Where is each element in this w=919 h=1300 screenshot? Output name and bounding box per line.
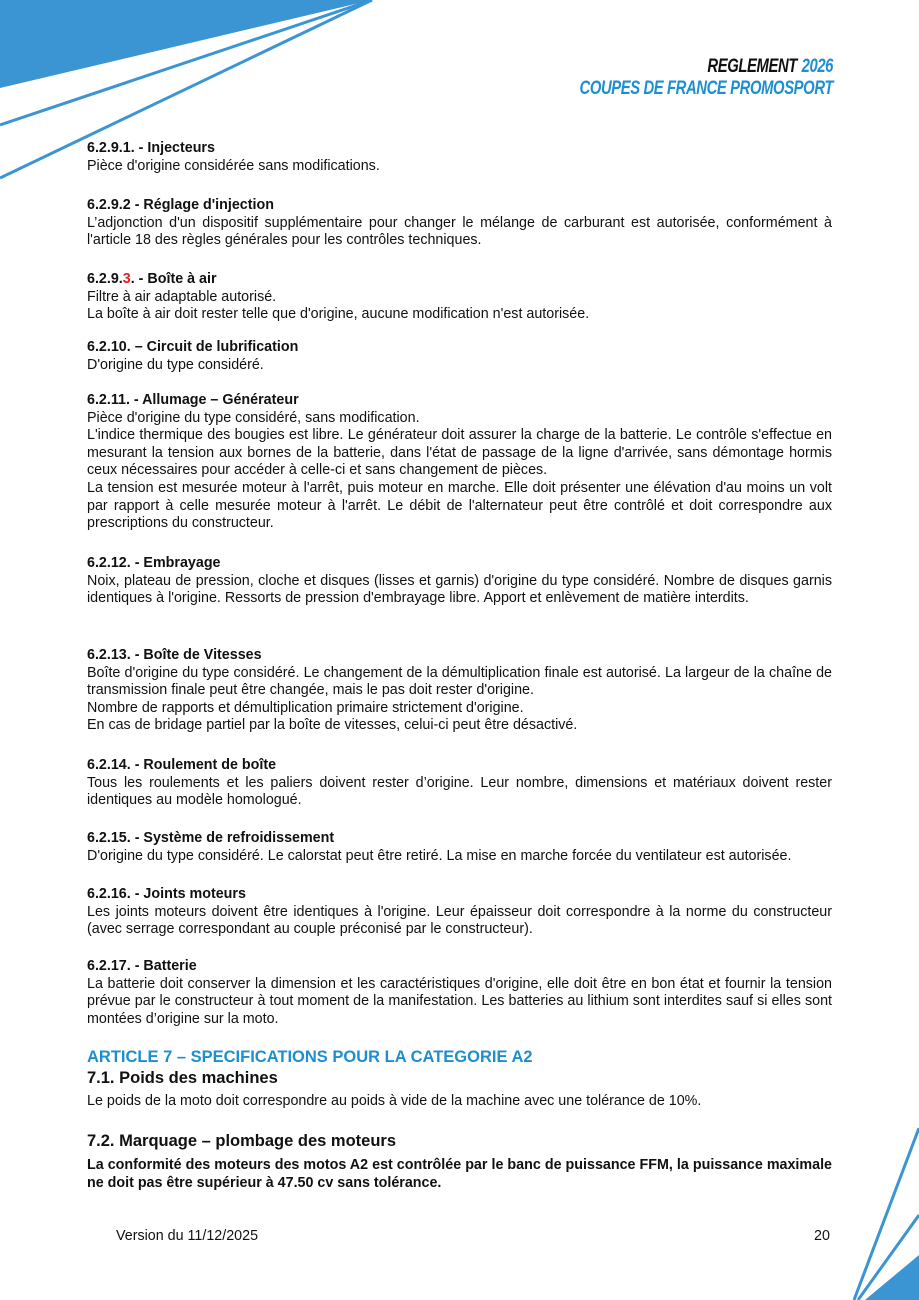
- paragraph: La boîte à air doit rester telle que d'origine, aucune modification n'est autorisée.: [87, 306, 590, 323]
- section-7-2-title: 7.2. Marquage – plombage des moteurs: [87, 1132, 397, 1150]
- section-7-2: [87, 1157, 832, 1192]
- section-heading: 6.2.15. - Système de refroidissement: [87, 830, 335, 846]
- section-6-2-17: [87, 958, 832, 1028]
- section-6-2-12: [87, 555, 832, 608]
- paragraph: Pièce d'origine du type considéré, sans modification.: [87, 409, 420, 426]
- paragraph: L'indice thermique des bougies est libre. Le générateur doit assurer la charge de la batterie. Le contrôle s'effectue en mesurant la tension aux bornes de la batterie, dans l'état de passage de la ligne d'arrivée, sans démontage hormis ceux nécessaires pour accéder à celle-ci et sans changement de pièces.: [87, 427, 832, 479]
- paragraph: La tension est mesurée moteur à l'arrêt, puis moteur en marche. Elle doit présenter une élévation d'au moins un volt par rapport à celle mesurée moteur à l'arrêt. Le débit de l'alternateur peut être contrôlé et doit correspondre aux prescriptions du constructeur.: [87, 479, 832, 532]
- section-6-2-16: [87, 886, 832, 939]
- section-heading: 6.2.9.1. - Injecteurs: [87, 140, 215, 156]
- section-6-2-11: [87, 392, 832, 533]
- bottom-right-decoration: [840, 1120, 919, 1300]
- section-7-1: [87, 1093, 832, 1111]
- section-heading: 6.2.16. - Joints moteurs: [87, 886, 246, 902]
- section-heading: 6.2.10. – Circuit de lubrification: [87, 339, 299, 355]
- heading-prefix: 6.2.9.: [87, 271, 123, 287]
- paragraph: Nombre de rapports et démultiplication primaire strictement d'origine.: [87, 699, 524, 716]
- section-heading: 6.2.17. - Batterie: [87, 958, 197, 974]
- section-6-2-14: [87, 757, 832, 810]
- header-logo: [579, 56, 833, 100]
- paragraph: En cas de bridage partiel par la boîte de vitesses, celui-ci peut être désactivé.: [87, 717, 578, 734]
- section-7-1-title: 7.1. Poids des machines: [87, 1069, 278, 1087]
- section-heading: 6.2.14. - Roulement de boîte: [87, 757, 277, 773]
- header-year: 2026: [801, 56, 833, 77]
- paragraph: Les joints moteurs doivent être identiques à l'origine. Leur épaisseur doit correspondre à la norme du constructeur (avec serrage correspondant au couple préconisé par le constructeur).: [87, 903, 832, 938]
- heading-suffix: . - Boîte à air: [130, 271, 217, 287]
- header-title: REGLEMENT: [707, 56, 797, 77]
- section-heading: 6.2.12. - Embrayage: [87, 555, 221, 571]
- paragraph: D'origine du type considéré. Le calorstat peut être retiré. La mise en marche forcée du ventilateur est autorisée.: [87, 847, 792, 864]
- section-6-2-9-2: [87, 197, 832, 250]
- paragraph: Pièce d'origine considérée sans modifications.: [87, 157, 380, 174]
- section-heading: 6.2.13. - Boîte de Vitesses: [87, 647, 262, 663]
- section-6-2-15: [87, 830, 832, 865]
- paragraph: Tous les roulements et les paliers doivent rester d’origine. Leur nombre, dimensions et matériaux doivent rester identiques au modèle homologué.: [87, 774, 832, 809]
- footer-version: Version du 11/12/2025: [116, 1228, 259, 1244]
- header-subtitle: COUPES DE FRANCE PROMOSPORT: [579, 78, 833, 99]
- paragraph: Le poids de la moto doit correspondre au poids à vide de la machine avec une tolérance de 10%.: [87, 1093, 702, 1109]
- paragraph: La batterie doit conserver la dimension et les caractéristiques d'origine, elle doit être en bon état et fournir la tension prévue par le constructeur à tout moment de la manifestation. Les batteries au lithium sont interdites sauf si elles sont montées d’origine sur la moto.: [87, 975, 832, 1027]
- paragraph: Boîte d'origine du type considéré. Le changement de la démultiplication finale est autorisé. La largeur de la chaîne de transmission finale peut être changée, mais le pas doit rester d'origine.: [87, 664, 832, 699]
- article-7-title: ARTICLE 7 – SPECIFICATIONS POUR LA CATEGORIE A2: [87, 1048, 533, 1066]
- section-heading: 6.2.11. - Allumage – Générateur: [87, 392, 299, 408]
- page-number: 20: [814, 1228, 830, 1244]
- section-6-2-10: [87, 339, 832, 374]
- paragraph: Filtre à air adaptable autorisé.: [87, 288, 277, 305]
- paragraph: La conformité des moteurs des motos A2 est contrôlée par le banc de puissance FFM, la puissance maximale ne doit pas être supérieur à 47.50 cv sans tolérance.: [87, 1157, 832, 1191]
- section-heading: [87, 271, 832, 289]
- heading-red-number: 3: [122, 271, 131, 287]
- section-6-2-9-3: [87, 271, 832, 324]
- section-6-2-9-1: [87, 140, 832, 175]
- paragraph: D'origine du type considéré.: [87, 356, 264, 373]
- paragraph: L’adjonction d'un dispositif supplémentaire pour changer le mélange de carburant est autorisée, conformément à l'article 18 des règles générales pour les contrôles techniques.: [87, 214, 832, 249]
- section-heading: 6.2.9.2 - Réglage d'injection: [87, 197, 274, 213]
- section-6-2-13: [87, 647, 832, 735]
- paragraph: Noix, plateau de pression, cloche et disques (lisses et garnis) d'origine du type considéré. Nombre de disques garnis identiques à l'origine. Ressorts de pression d'embrayage libre. Apport et enlèvement de matière interdits.: [87, 572, 832, 607]
